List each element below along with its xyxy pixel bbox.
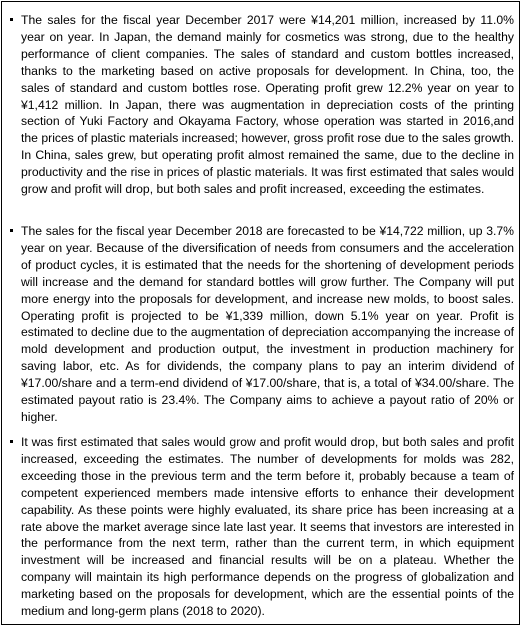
bullet-marker: [10, 229, 13, 232]
paragraph-fy2018-forecast: [10, 223, 514, 426]
bullet-marker: [10, 18, 13, 21]
paragraph-text: The sales for the fiscal year December 2017 were ¥14,201 million, increased by 11.0% year on year. In Japan, the demand mainly for cosmetics was strong, due to the healthy performance of client companies. The sales of standard and custom bottles increased, thanks to the marketing based on active proposals for development. In China, too, the sales of standard and custom bottles rose. Operating profit grew 12.2% year on year to ¥1,412 million. In Japan, there was augmentation in depreciation costs of the printing section of Yuki Factory and Okayama Factory, whose operation was started in 2016,and the prices of plastic materials increased; however, gross profit rose due to the sales growth. In China, sales grew, but operating profit almost remained the same, due to the decline in productivity and the rise in prices of plastic materials. It was first estimated that sales would grow and profit will drop, but both sales and profit increased, exceeding the estimates.: [21, 13, 514, 197]
paragraph-fy2017-results: [10, 12, 514, 198]
paragraph-evaluation: [10, 434, 514, 620]
bullet-marker: [10, 440, 13, 443]
paragraph-text: It was first estimated that sales would grow and profit would drop, but both sales and profit increased, exceeding the estimates. The number of developments for molds was 282, exceeding those in the previous term and the term before it, probably because a team of competent experienced members made intensive efforts to enhance their development capability. As these points were highly evaluated, its share price has been increasing at a rate above the market average since late last year. It seems that investors are interested in the performance from the next term, rather than the current term, in which equipment investment will be increased and financial results will be on a plateau. Whether the company will maintain its high performance depends on the progress of globalization and marketing based on the proposals for development, which are the essential points of the medium and long-germ plans (2018 to 2020).: [21, 435, 514, 619]
paragraph-text: The sales for the fiscal year December 2018 are forecasted to be ¥14,722 million, up 3.7% year on year. Because of the diversification of needs from consumers and the acceleration of product cycles, it is estimated that the needs for the shortening of development periods will increase and the demand for standard bottles will grow further. The Company will put more energy into the proposals for development, and increase new molds, to boost sales. Operating profit is projected to be ¥1,339 million, down 5.1% year on year. Profit is estimated to decline due to the augmentation of depreciation accompanying the increase of mold development and production output, the investment in production machinery for saving labor, etc. As for dividends, the company plans to pay an interim dividend of ¥17.00/share and a term-end dividend of ¥17.00/share, that is, a total of ¥34.00/share. The estimated payout ratio is 23.4%. The Company aims to achieve a payout ratio of 20% or higher.: [21, 224, 514, 424]
content-box: [1, 1, 520, 625]
